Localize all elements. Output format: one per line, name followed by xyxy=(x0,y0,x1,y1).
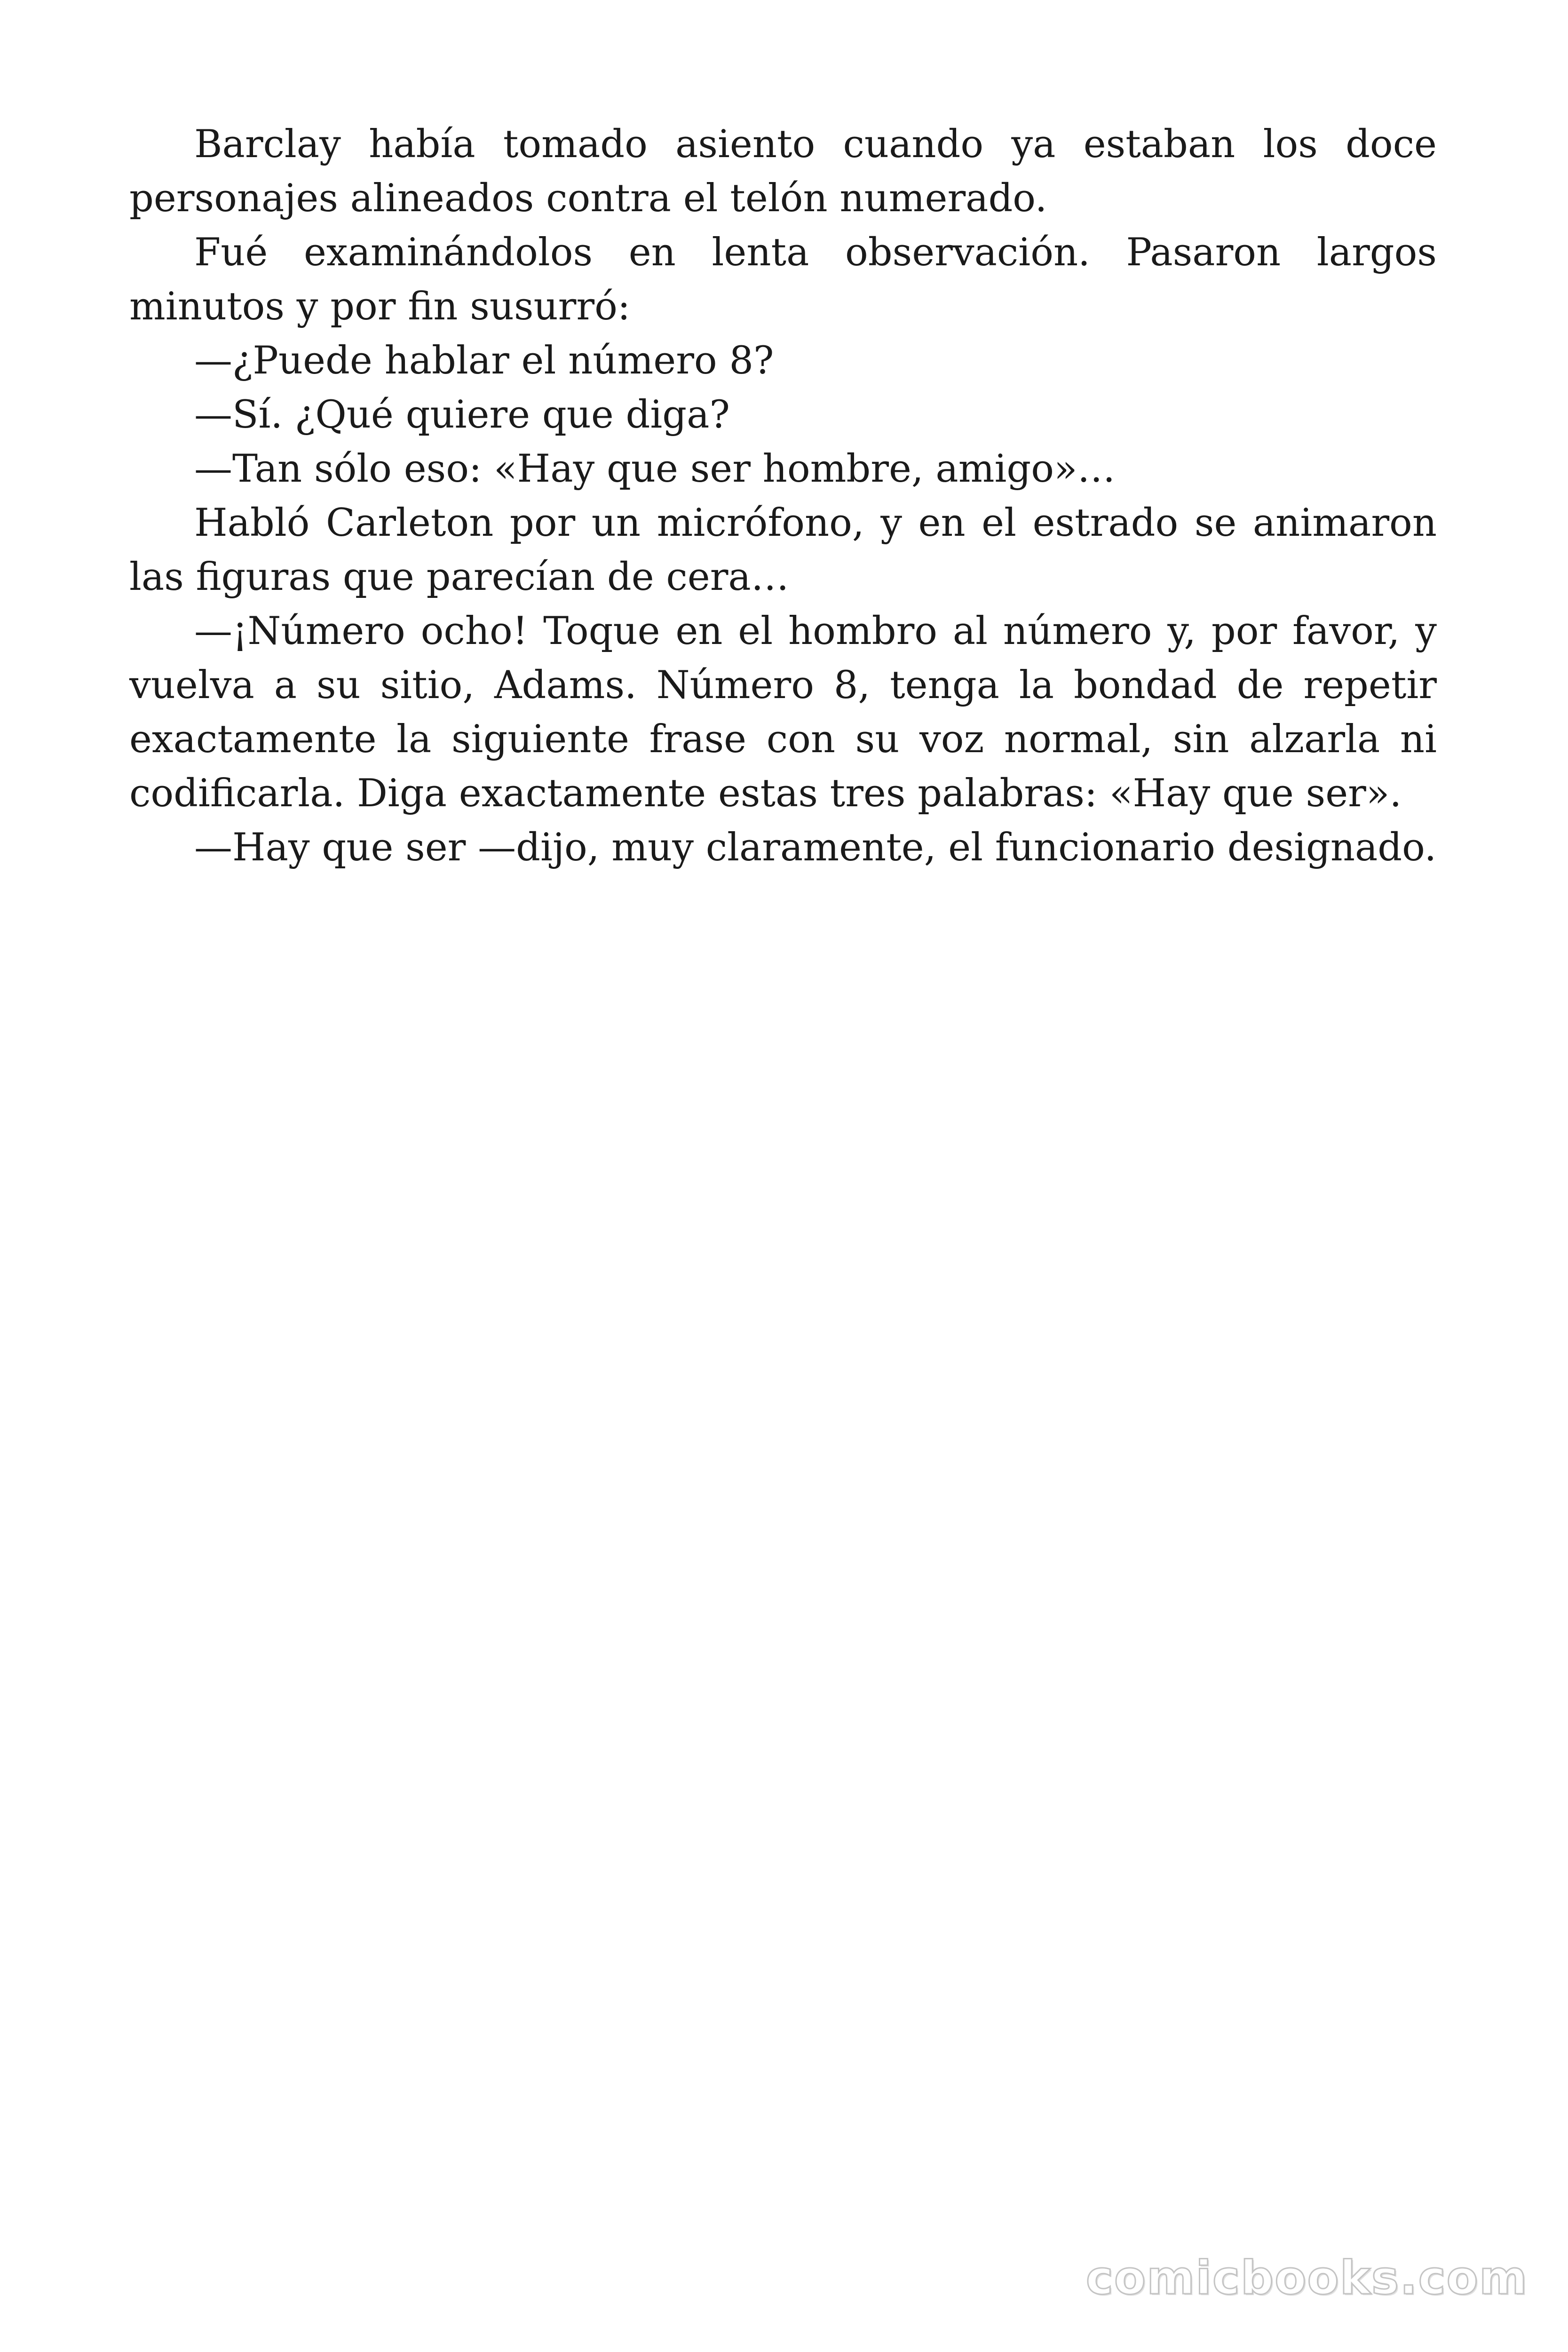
paragraph-6: Habló Carleton por un micrófono, y en el estrado se animaron las figuras que parecían de cera… xyxy=(129,501,1437,599)
paragraph-5: —Tan sólo eso: «Hay que ser hombre, amigo»… xyxy=(194,447,1116,491)
paragraph-4: —Sí. ¿Qué quiere que diga? xyxy=(194,393,730,437)
paragraph-3: —¿Puede hablar el número 8? xyxy=(194,339,774,383)
paragraph-8: —Hay que ser —dijo, muy claramente, el funcionario designado. xyxy=(194,826,1437,870)
paragraph-1: Barclay había tomado asiento cuando ya estaban los doce personajes alineados contra el telón numerado. xyxy=(129,122,1437,221)
paragraph-2: Fué examinándolos en lenta observación. Pasaron largos minutos y por fin susurró: xyxy=(129,230,1437,329)
watermark: comicbooks.com xyxy=(1085,2251,1528,2305)
paragraph-7: —¡Número ocho! Toque en el hombro al número y, por favor, y vuelva a su sitio, Adams. Número 8, tenga la bondad de repetir exactamente la siguiente frase con su voz normal, sin alzarla ni codificarla. Diga exactamente estas tres palabras: «Hay que ser». xyxy=(129,609,1437,816)
page-text xyxy=(129,118,1437,875)
